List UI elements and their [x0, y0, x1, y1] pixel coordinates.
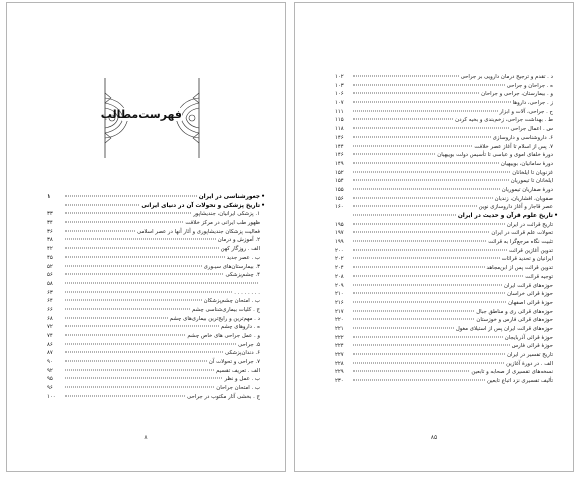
dot-leader [353, 293, 505, 294]
dot-leader [65, 274, 223, 275]
toc-entry-label: توجیه قرائت [525, 273, 553, 280]
dot-leader [353, 102, 511, 103]
toc-entry-page: ۲۰۸ [335, 273, 344, 280]
toc-entry-page: ۲۲۲ [335, 334, 344, 341]
dot-leader [353, 249, 507, 250]
toc-entry [47, 358, 265, 367]
toc-entry [335, 108, 558, 117]
toc-entry [335, 238, 558, 247]
toc-entry [47, 323, 265, 332]
toc-entry-label: تثبیت نگاه مرجع‌گرا به قرائت [488, 239, 553, 246]
toc-entry-page: ۳۴ [47, 220, 53, 227]
toc-entry-page: ۲۱۰ [335, 291, 344, 298]
toc-entry-page: ۱۹۷ [335, 230, 344, 237]
toc-entry-label: فعالیت پزشکان جندیشاپوری و آثار آنها در عصر اسلامی [137, 228, 260, 235]
dot-leader [65, 196, 197, 197]
dot-leader [353, 180, 509, 181]
toc-entry [335, 151, 558, 160]
toc-entry-page: ۲۰۴ [335, 265, 344, 272]
toc-entry-label: الف . تعریف تقسیم [216, 367, 260, 374]
toc-entry [47, 332, 265, 341]
right-page [294, 2, 574, 472]
toc-entry [335, 195, 558, 204]
toc-entry [335, 325, 558, 334]
dot-leader [353, 380, 485, 381]
dot-leader [65, 222, 183, 223]
toc-entry-page: ۷۲ [47, 324, 53, 331]
dot-leader [65, 317, 168, 318]
toc-entry-label: . . . . . . . . [234, 289, 260, 296]
toc-entry-label: صفویان، افشاریان، زندیان [494, 195, 553, 202]
toc-entry-page: ۱۵۶ [335, 195, 344, 202]
toc-entry-label: ج . بخشی آثار مکتوب در جراحی [187, 393, 260, 400]
toc-entry-label: ۶. داروشناسی و داروسازی [492, 134, 553, 141]
toc-entry [47, 341, 265, 350]
toc-entry-page: ۲۰۰ [335, 247, 344, 254]
toc-entry-page: ۶۶ [47, 306, 53, 313]
toc-entry [47, 280, 265, 289]
toc-entry-label: د . تقدم و ترجیح درمان دارویی بر جراحی [460, 74, 553, 80]
toc-entry [335, 342, 558, 351]
toc-entry-page: ۱۴۶ [335, 152, 344, 159]
dot-leader [353, 215, 456, 216]
toc-entry-label: حوزهٔ قرائی خراسان [507, 291, 553, 298]
toc-entry-label: حوزه‌های قرائی فارس و خوزستان [476, 317, 553, 324]
dot-leader [353, 258, 500, 259]
toc-entry-page: ۸۷ [47, 350, 53, 357]
toc-entry [47, 393, 265, 402]
toc-entry-page: ۲۲۴ [335, 343, 344, 350]
toc-entry-page: ۶۳ [47, 289, 53, 296]
dot-leader [353, 171, 510, 172]
toc-entry [335, 143, 558, 152]
dot-leader [65, 308, 190, 309]
toc-entry-page: ۳۶ [47, 228, 53, 235]
toc-entry-page: ۹۵ [47, 376, 53, 383]
toc-entry [335, 99, 558, 108]
toc-entry [47, 367, 265, 376]
toc-entry-page: ۱۱۱ [335, 108, 344, 115]
dot-leader [353, 232, 489, 233]
dot-leader [65, 230, 135, 231]
toc-entry [335, 360, 558, 369]
toc-entry-label: حوزه‌های قرائت ایران پس از استیلای مغول [455, 325, 553, 332]
toc-entry [47, 349, 265, 358]
toc-entry-page: ۶۸ [47, 315, 53, 322]
toc-entry [47, 245, 265, 254]
toc-entry [335, 308, 558, 317]
toc-entry-label: دورهٔ خلفای اموی و عباسی تا تأسیس دولت بوییهیان [437, 152, 553, 159]
dot-leader [353, 76, 459, 77]
toc-entry-label: تدوین آغازین قرائت [509, 247, 553, 254]
toc-entry [47, 384, 265, 393]
toc-entry [47, 263, 265, 272]
dot-leader [65, 326, 219, 327]
toc-entry [335, 264, 558, 273]
toc-entry-page: ۷۴ [47, 333, 53, 339]
dot-leader [65, 213, 191, 214]
toc-entry-page: ۱۹۹ [335, 239, 344, 246]
dot-leader [65, 300, 202, 301]
toc-entry-page: ۹۲ [47, 367, 53, 374]
toc-entry-page: ۳۳ [47, 211, 53, 218]
toc-entry-label: حوزهٔ قرائی فارس [511, 343, 553, 350]
toc-entry-page: ۱۴۶ [335, 134, 344, 141]
toc-entry-page: ۱۵۵ [335, 186, 344, 193]
toc-entry [47, 297, 265, 306]
toc-entry [47, 254, 265, 263]
toc-entry-label: تحولات علم قرائت در ایران [491, 230, 553, 237]
dot-leader [353, 223, 505, 224]
toc-entry-page: ۲۱۷ [335, 308, 344, 315]
toc-entry-page: ۱۵۴ [335, 178, 344, 185]
toc-entry-page: ۵۸ [47, 280, 53, 287]
dot-leader [65, 343, 236, 344]
dot-leader [353, 345, 510, 346]
toc-entry-label: و . بیمارستان، جراحی و جراحان [481, 91, 553, 98]
toc-title-block [102, 78, 202, 158]
toc-entry-page: ۱۰۶ [335, 91, 344, 98]
dot-leader [65, 291, 232, 292]
dot-leader [353, 310, 474, 311]
toc-entry-page: ۱۰۰ [47, 393, 56, 400]
toc-entry-page: ۴۲ [47, 246, 53, 253]
toc-entry [335, 169, 558, 178]
dot-leader [353, 319, 474, 320]
toc-list-right [335, 73, 558, 386]
toc-entry-label: و . عمل جراحی های خاص چشم [187, 333, 260, 339]
toc-entry [335, 177, 558, 186]
dot-leader [65, 361, 207, 362]
toc-entry-label: ۱. پزشکی ایرانیان، جندیشاپور [193, 211, 260, 218]
toc-entry-label: ب . امتحان چشم‌پزشکان [203, 298, 260, 305]
toc-entry-label: ج . کلیات بیماری‌شناسی چشم [192, 306, 260, 313]
toc-entry-label: ح . جراحی، آلات و ابزار [499, 108, 553, 115]
toc-entry-label: د . مهم‌ترین و رایج‌ترین بیماری‌های چشم [169, 315, 260, 322]
toc-entry [335, 334, 558, 343]
dot-leader [65, 256, 225, 257]
toc-entry-page: ۱ [47, 194, 51, 200]
dot-leader [65, 387, 214, 388]
toc-entry-label: تاریخ پزشکی و تحولات آن در دنیای ایرانی [141, 202, 260, 209]
toc-entry [47, 202, 265, 211]
toc-entry-label: ط . بهداشت جراحی، زخم‌بندی و بخیه کردن [455, 117, 553, 124]
dot-leader [353, 128, 509, 129]
dot-leader [353, 197, 493, 198]
toc-entry-label: تاریخ قرائت در ایران [506, 221, 553, 228]
page-number: ۸ [144, 434, 148, 441]
toc-entry-page: ۶۴ [47, 298, 53, 305]
toc-entry-page: ۹۰ [47, 359, 53, 366]
dot-leader [353, 119, 453, 120]
dot-leader [353, 110, 498, 111]
toc-entry-label: ایرانیان و تحدید قرائات [501, 256, 553, 263]
toc-entry [47, 219, 265, 228]
toc-entry [335, 116, 558, 125]
toc-entry-page: ۴۵ [47, 254, 53, 261]
toc-entry-page: ۳۸ [47, 237, 53, 244]
toc-list-left [47, 193, 265, 402]
toc-entry-page: ۲۲۸ [335, 360, 344, 367]
toc-entry-label: ۳. بیمارستان‌های سیـوری [203, 263, 260, 270]
bullet-icon: • [261, 201, 265, 209]
toc-entry-label: حوزهٔ قرائی آذربایجان [504, 334, 553, 341]
dot-leader [65, 378, 222, 379]
toc-entry-page: ۵۶ [47, 272, 53, 279]
toc-entry-page: ۱۴۹ [335, 160, 344, 167]
toc-entry [335, 203, 558, 212]
toc-entry-label: نسخه‌های تفسیری از صحابه و تابعین [471, 369, 553, 376]
toc-entry-page: ۱۴۴ [335, 143, 344, 150]
toc-entry-page: ۲۱۶ [335, 299, 344, 306]
toc-entry-label: تاریخ تفسیر در ایران [507, 352, 553, 358]
toc-entry [335, 134, 558, 143]
toc-entry-page: ۱۰۳ [335, 82, 344, 89]
dot-leader [353, 301, 506, 302]
toc-entry-page: ۱۱۸ [335, 126, 344, 133]
toc-entry [47, 375, 265, 384]
dot-leader [65, 282, 258, 283]
toc-entry-label: ۲. آموزش و درمان [217, 237, 260, 244]
toc-entry-label: ب . امتحان جراحان [216, 385, 260, 392]
toc-title: فهرست‌مطالب [100, 108, 182, 121]
dot-leader [353, 154, 435, 155]
dot-leader [353, 267, 485, 268]
bullet-icon: • [261, 193, 265, 200]
toc-entry [335, 299, 558, 308]
left-page [6, 2, 286, 472]
toc-entry-label: ب . عمل و نظر [224, 376, 260, 383]
toc-entry-label: ه . داروهای چشم [220, 324, 260, 331]
toc-entry [335, 368, 558, 377]
toc-entry [47, 306, 265, 315]
toc-entry-page: ۱۹۵ [335, 221, 344, 228]
toc-entry [335, 290, 558, 299]
toc-entry-label: ۷. پس از اسلام تا آغاز عصر خلافت [474, 143, 553, 150]
dot-leader [65, 248, 219, 249]
toc-entry [335, 221, 558, 230]
dot-leader [65, 335, 185, 336]
dot-leader [353, 145, 472, 146]
toc-entry [335, 255, 558, 264]
dot-leader [353, 206, 477, 207]
toc-entry-page: ۲۰۹ [335, 282, 344, 289]
toc-entry-page: ۲۰۲ [335, 256, 344, 263]
toc-entry [335, 82, 558, 91]
dot-leader [353, 162, 499, 163]
dot-leader [65, 369, 214, 370]
toc-entry-label: ۵. جراحی [238, 341, 260, 348]
toc-entry-page: ۱۰۷ [335, 100, 344, 107]
toc-entry-page: ۵۲ [47, 263, 53, 270]
toc-entry [335, 186, 558, 195]
toc-entry [47, 236, 265, 245]
toc-entry-label: تألیف تفسیری نزد اتباع تابعین [486, 378, 553, 385]
toc-entry-label: عصر قاجار و آغاز داروسازی نوین [478, 204, 553, 211]
toc-entry-label: ز . جراحی، داروها [512, 100, 553, 107]
toc-entry-page: ۲۳۰ [335, 378, 344, 385]
toc-entry [47, 271, 265, 280]
toc-entry-label: ۶. دندان‌پزشکی [225, 350, 260, 357]
toc-entry [335, 229, 558, 238]
toc-entry-label: ۴. چشم‌پزشکی [225, 272, 260, 279]
bullet-icon: • [554, 212, 558, 219]
toc-entry [335, 160, 558, 169]
toc-entry-page: ۱۵۲ [335, 169, 344, 176]
toc-entry-label: س . اعمال جراحی [510, 126, 553, 133]
toc-entry-label: حوزه‌های قرائی ری و مناطق جبال [476, 308, 553, 315]
toc-entry [47, 210, 265, 219]
dot-leader [353, 371, 469, 372]
toc-entry [47, 228, 265, 237]
dot-leader [353, 188, 500, 189]
toc-entry [335, 273, 558, 282]
dot-leader [353, 93, 479, 94]
toc-entry-label: ۷. جراحی و تحولات آن [208, 359, 260, 366]
toc-entry-page: ۱۶۰ [335, 204, 344, 211]
toc-entry-label: تدوین قرائت پس از ابن‌مجاهد [486, 265, 553, 272]
dot-leader [65, 352, 223, 353]
page-number: ۸۵ [430, 434, 438, 441]
toc-entry [335, 316, 558, 325]
toc-entry-label: ایلخانان تا تیموریان [510, 178, 553, 185]
dot-leader [65, 239, 216, 240]
toc-entry-label: حوزه‌های قرائت ایران [504, 282, 553, 289]
toc-entry-label: دورهٔ صفاریان تیموریان [501, 186, 553, 193]
toc-entry-page: ۱۱۵ [335, 117, 344, 124]
toc-entry-page: ۹۶ [47, 385, 53, 392]
toc-entry-label: الف . در دورهٔ آغازین [506, 360, 553, 367]
toc-entry [335, 377, 558, 386]
toc-entry [335, 73, 558, 82]
toc-entry-label: ظهور طب ایرانی در مرکز خلافت [185, 220, 260, 227]
toc-entry-page: ۲۲۱ [335, 325, 344, 332]
toc-entry-page: ۲۲۰ [335, 317, 344, 324]
toc-entry [47, 193, 265, 202]
toc-entry-label: الف . روزگار کهن [220, 246, 260, 253]
dot-leader [353, 136, 491, 137]
toc-entry [335, 247, 558, 256]
toc-entry [47, 315, 265, 324]
toc-entry [335, 212, 558, 221]
dot-leader [353, 284, 502, 285]
toc-entry-page: ۸۶ [47, 341, 53, 348]
dot-leader [353, 275, 523, 276]
toc-entry [335, 282, 558, 291]
toc-entry [335, 90, 558, 99]
dot-leader [65, 204, 139, 205]
dot-leader [65, 265, 202, 266]
dot-leader [353, 336, 503, 337]
toc-entry [47, 289, 265, 298]
toc-entry-label: دورهٔ سامانیان، بوییهیان [500, 160, 553, 167]
dot-leader [353, 327, 454, 328]
dot-leader [353, 84, 505, 85]
toc-entry-label: ه . جراحان و جراحی [506, 82, 553, 89]
dot-leader [353, 241, 486, 242]
toc-entry-label: تاریخ علوم قرآن و حدیث در ایران [457, 213, 553, 219]
toc-entry [335, 125, 558, 134]
dot-leader [353, 362, 504, 363]
toc-entry [335, 351, 558, 360]
dot-leader [65, 395, 185, 396]
toc-entry-label: ب . عصر جدید [226, 254, 260, 261]
toc-entry-label: غزنویان تا ایلخانان [512, 169, 553, 176]
toc-entry-label: جغورشناسی در ایران [198, 194, 260, 200]
toc-entry-page: ۲۲۹ [335, 369, 344, 376]
dot-leader [353, 354, 505, 355]
toc-entry-page: ۲۲۷ [335, 352, 344, 358]
toc-entry-page: ۱۰۲ [335, 74, 344, 80]
toc-entry-label: حوزهٔ قرائی اصفهان [508, 299, 553, 306]
